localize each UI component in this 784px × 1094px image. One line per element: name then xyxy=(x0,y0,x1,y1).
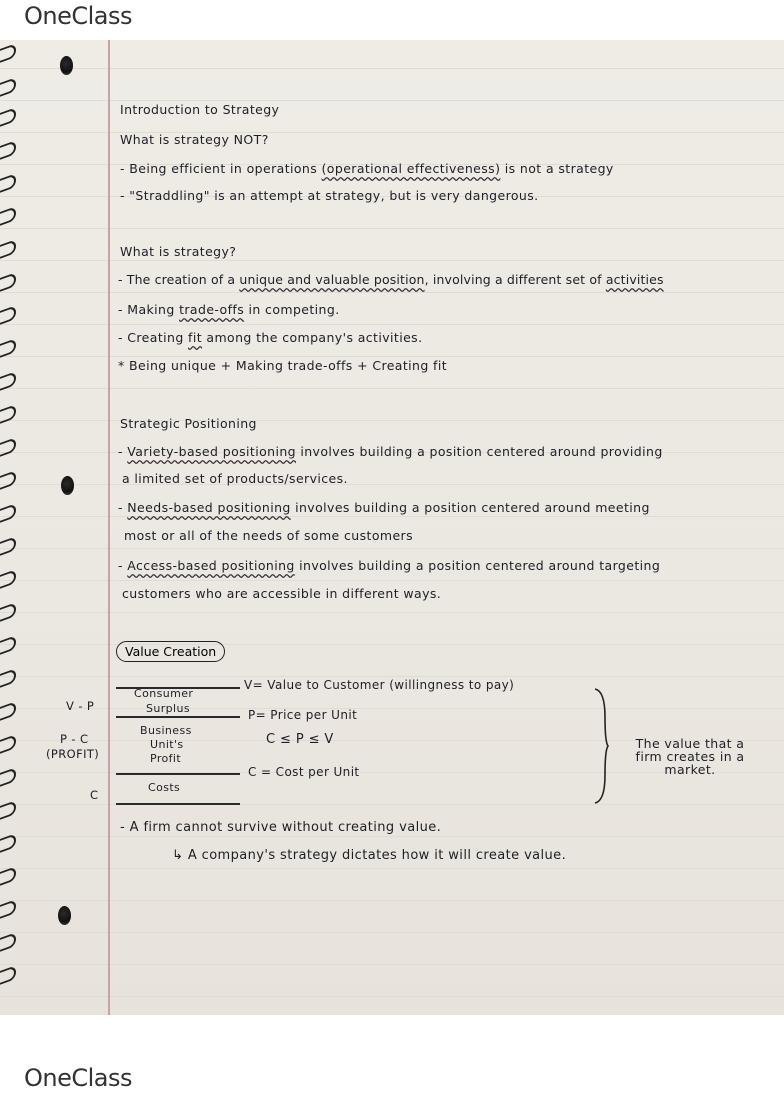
label-c: C xyxy=(90,788,99,802)
section-heading-is: What is strategy? xyxy=(120,244,237,259)
brand-name: OneClass xyxy=(24,2,133,30)
base-line xyxy=(116,803,240,805)
note-line: - Needs-based positioning involves building a position centered around meeting xyxy=(118,500,650,515)
inequality: C ≤ P ≤ V xyxy=(266,732,334,747)
box-consumer: Consumer xyxy=(134,687,194,700)
underlined-term: trade-offs xyxy=(179,302,245,317)
right-brace-icon xyxy=(593,687,609,805)
note-line: - Creating fit among the company's activities. xyxy=(118,330,423,345)
note-line: - Being efficient in operations (operational effectiveness) is not a strategy xyxy=(120,161,614,176)
section-heading-not: What is strategy NOT? xyxy=(120,132,269,147)
spiral-binding xyxy=(0,40,22,1015)
p-line xyxy=(116,716,240,718)
note-line: - Making trade-offs in competing. xyxy=(118,302,340,317)
punch-hole xyxy=(61,476,74,495)
ruled-line xyxy=(0,388,784,389)
v-definition: V= Value to Customer (willingness to pay) xyxy=(244,678,515,692)
ruled-line xyxy=(0,228,784,229)
box-surplus: Surplus xyxy=(146,702,191,715)
p-definition: P= Price per Unit xyxy=(248,708,358,722)
c-line xyxy=(116,773,240,775)
underlined-term: (operational effectiveness) xyxy=(321,161,501,176)
note-line: - Variety-based positioning involves building a position centered around providing xyxy=(118,444,663,459)
margin-line xyxy=(108,40,110,1015)
note-line: - Access-based positioning involves building a position centered around targeting xyxy=(118,558,661,573)
note-line: - The creation of a unique and valuable position, involving a different set of activities xyxy=(118,272,664,287)
conclusion: - A firm cannot survive without creating value. xyxy=(120,820,442,835)
brace-note: The value that a firm creates in a market. xyxy=(635,736,745,777)
ruled-line xyxy=(0,868,784,869)
ruled-line xyxy=(0,68,784,69)
ruled-line xyxy=(0,292,784,293)
ruled-line xyxy=(0,100,784,101)
brand-name: OneClass xyxy=(24,1064,133,1092)
box-business: Business xyxy=(140,724,192,737)
ruled-line xyxy=(0,420,784,421)
note-line: a limited set of products/services. xyxy=(122,471,348,486)
section-heading-positioning: Strategic Positioning xyxy=(120,416,257,431)
notes-title: Introduction to Strategy xyxy=(120,102,280,117)
ruled-line xyxy=(0,708,784,709)
underlined-term: fit xyxy=(188,330,203,345)
ruled-line xyxy=(0,836,784,837)
underlined-term: Variety-based positioning xyxy=(127,444,296,459)
notebook-page xyxy=(0,40,784,1015)
ruled-line xyxy=(0,580,784,581)
ruled-line xyxy=(0,612,784,613)
ruled-line xyxy=(0,676,784,677)
c-definition: C = Cost per Unit xyxy=(248,765,360,779)
ruled-line xyxy=(0,260,784,261)
box-units: Unit's xyxy=(150,738,184,751)
ruled-line xyxy=(0,516,784,517)
value-creation-heading: Value Creation xyxy=(116,641,225,662)
conclusion-sub: ↳ A company's strategy dictates how it will create value. xyxy=(172,848,567,863)
ruled-line xyxy=(0,132,784,133)
punch-hole xyxy=(58,906,71,925)
label-profit: (PROFIT) xyxy=(46,747,100,761)
punch-hole xyxy=(60,56,73,75)
underlined-term: Needs-based positioning xyxy=(127,500,291,515)
ruled-line xyxy=(0,964,784,965)
ruled-line xyxy=(0,484,784,485)
ruled-line xyxy=(0,932,784,933)
label-v-minus-p: V - P xyxy=(66,699,95,713)
ruled-line xyxy=(0,324,784,325)
underlined-term: activities xyxy=(605,272,664,287)
note-line: most or all of the needs of some customers xyxy=(124,528,413,543)
ruled-line xyxy=(0,356,784,357)
box-costs: Costs xyxy=(148,781,181,794)
oneclass-logo xyxy=(24,2,132,30)
note-line: customers who are accessible in different ways. xyxy=(122,586,442,601)
ruled-line xyxy=(0,996,784,997)
oneclass-logo xyxy=(24,1064,132,1092)
underlined-term: unique and valuable position xyxy=(239,272,425,287)
label-p-minus-c: P - C xyxy=(60,732,89,746)
ruled-line xyxy=(0,548,784,549)
box-profit: Profit xyxy=(150,752,182,765)
ruled-line xyxy=(0,900,784,901)
note-line: - "Straddling" is an attempt at strategy, but is very dangerous. xyxy=(120,188,539,203)
underlined-term: Access-based positioning xyxy=(127,558,295,573)
summary-line: * Being unique + Making trade-offs + Creating fit xyxy=(118,358,448,373)
